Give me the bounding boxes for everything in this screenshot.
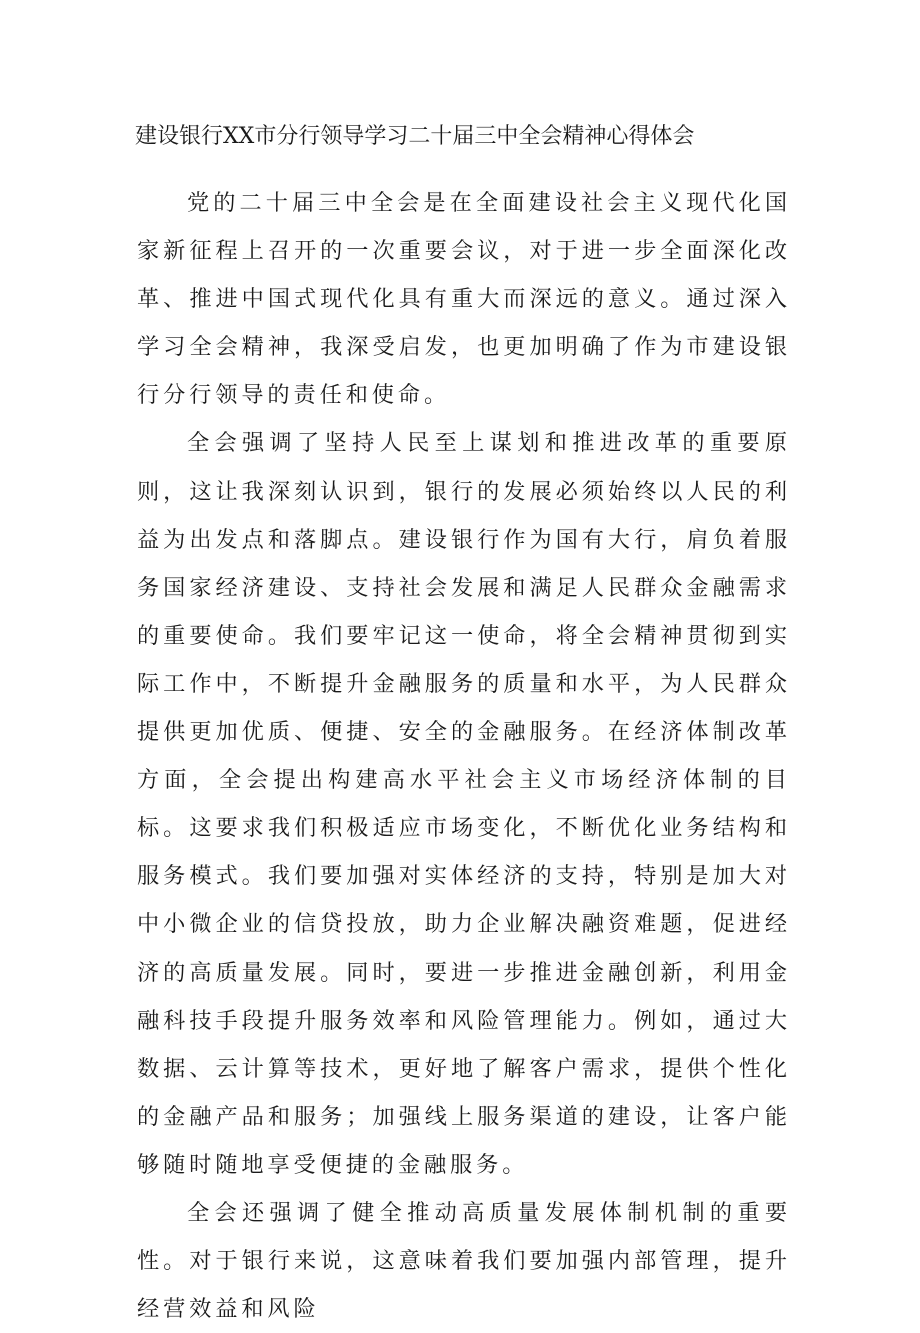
paragraph: 全会强调了坚持人民至上谋划和推进改革的重要原则，这让我深刻认识到，银行的发展必须始终以人民的利益为出发点和落脚点。建设银行作为国有大行，肩负着服务国家经济建设、支持社会发展和满足人民群众金融需求的重要使命。我们要牢记这一使命，将全会精神贯彻到实际工作中，不断提升金融服务的质量和水平，为人民群众提供更加优质、便捷、安全的金融服务。在经济体制改革方面，全会提出构建高水平社会主义市场经济体制的目标。这要求我们积极适应市场变化，不断优化业务结构和服务模式。我们要加强对实体经济的支持，特别是加大对中小微企业的信贷投放，助力企业解决融资难题，促进经济的高质量发展。同时，要进一步推进金融创新，利用金融科技手段提升服务效率和风险管理能力。例如，通过大数据、云计算等技术，更好地了解客户需求，提供个性化的金融产品和服务；加强线上服务渠道的建设，让客户能够随时随地享受便捷的金融服务。 [137, 430, 791, 1178]
paragraph: 全会还强调了健全推动高质量发展体制机制的重要性。对于银行来说，这意味着我们要加强内部管理，提升经营效益和风险 [137, 1199, 791, 1323]
document-body [137, 179, 791, 1333]
document-title: 建设银行XX市分行领导学习二十届三中全会精神心得体会 [135, 124, 695, 149]
paragraph: 党的二十届三中全会是在全面建设社会主义现代化国家新征程上召开的一次重要会议，对于进一步全面深化改革、推进中国式现代化具有重大而深远的意义。通过深入学习全会精神，我深受启发，也更加明确了作为市建设银行分行领导的责任和使命。 [137, 190, 791, 409]
